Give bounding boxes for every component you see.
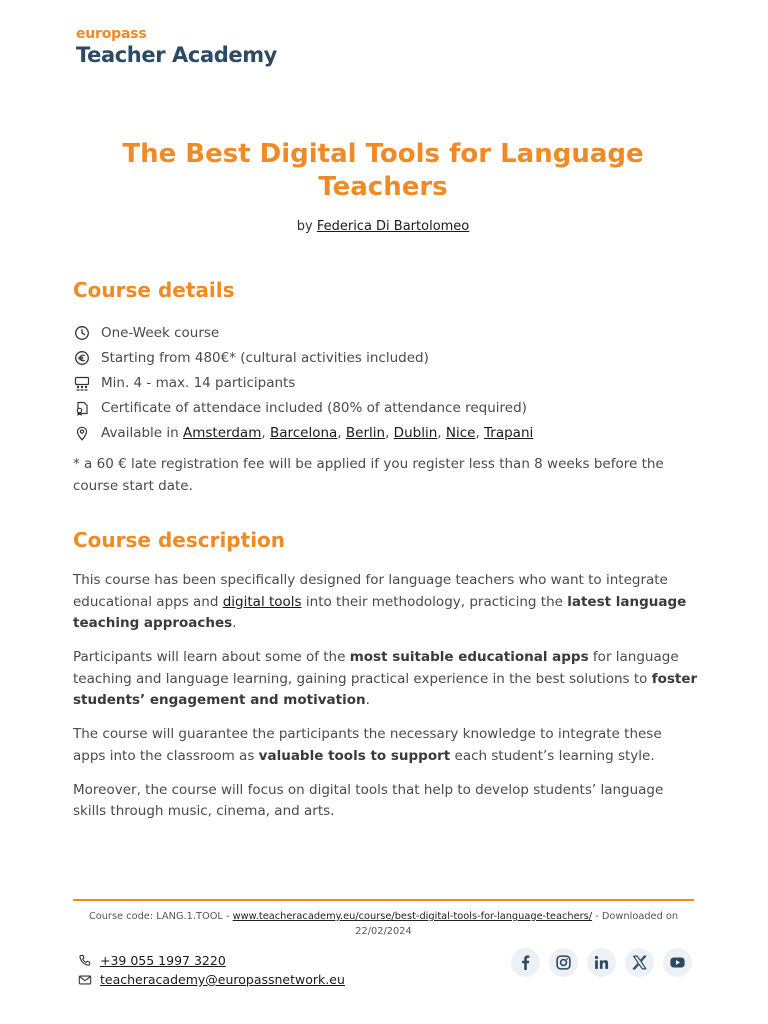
logo-europass: europass <box>76 26 147 42</box>
detail-locations: Available in Amsterdam , Barcelona , Berlin , Dublin , Nice , Trapani <box>73 420 703 445</box>
city-berlin[interactable]: Berlin <box>345 424 386 441</box>
course-code: Course code: LANG.1.TOOL - <box>88 911 233 922</box>
city-barcelona[interactable]: Barcelona <box>269 424 338 441</box>
euro-icon <box>73 349 91 367</box>
pin-icon <box>73 424 91 442</box>
detail-certificate <box>73 395 703 420</box>
late-fee-note: * a 60 € late registration fee will be applied if you register less than 8 weeks before the course start date. <box>73 456 664 494</box>
city-trapani[interactable]: Trapani <box>484 424 534 441</box>
byline-prefix: by <box>296 219 313 234</box>
instagram-icon <box>555 954 572 971</box>
desc-p1-text-c: . <box>232 615 237 631</box>
x-button[interactable] <box>625 948 654 977</box>
detail-participants <box>73 370 703 395</box>
desc-p2-text-a: Participants will learn about some of the <box>73 649 350 665</box>
phone-icon <box>78 954 92 968</box>
desc-paragraph-2 <box>73 647 698 712</box>
email-link[interactable]: teacheracademy@europassnetwork.eu <box>100 972 345 987</box>
logo[interactable] <box>76 26 277 68</box>
byline <box>73 219 693 234</box>
course-description-heading: Course description <box>73 528 286 552</box>
available-prefix: Available in <box>101 424 179 441</box>
course-details-list <box>73 320 703 445</box>
page-title: The Best Digital Tools for Language Teachers <box>122 139 644 202</box>
x-icon <box>631 954 648 971</box>
logo-teacher-academy: Teacher Academy <box>76 43 277 67</box>
desc-p2-text-c: . <box>365 692 370 708</box>
detail-price <box>73 345 703 370</box>
course-details-heading: Course details <box>73 278 235 302</box>
desc-p1-bold: latest language teaching approaches <box>73 593 687 631</box>
author-link[interactable]: Federica Di Bartolomeo <box>316 219 470 234</box>
contact-info <box>78 951 345 989</box>
desc-p3-text-b: each student’s learning style. <box>450 747 655 764</box>
email-row <box>78 970 345 989</box>
desc-p1-text-a: This course has been specifically designed for language teachers who want to integrate educational apps and <box>73 572 668 610</box>
detail-duration <box>73 320 703 345</box>
mail-icon <box>78 973 92 987</box>
desc-p2-bold-2: foster students’ engagement and motivation <box>73 670 698 708</box>
desc-p2-bold-1: most suitable educational apps <box>349 649 589 665</box>
detail-participants-text: Min. 4 - max. 14 participants <box>101 374 296 391</box>
digital-tools-link[interactable]: digital tools <box>222 593 302 610</box>
desc-p3-bold: valuable tools to support <box>258 747 451 764</box>
footer-course-code <box>73 909 694 939</box>
download-date: - Downloaded on 22/02/2024 <box>355 911 679 937</box>
youtube-button[interactable] <box>663 948 692 977</box>
youtube-icon <box>669 954 686 971</box>
clock-icon <box>73 324 91 342</box>
certificate-icon <box>73 399 91 417</box>
phone-link[interactable]: +39 055 1997 3220 <box>100 953 226 968</box>
detail-price-text: Starting from 480€* (cultural activities included) <box>101 349 429 366</box>
course-description-body <box>73 570 698 835</box>
facebook-icon <box>517 954 534 971</box>
city-dublin[interactable]: Dublin <box>393 424 438 441</box>
desc-paragraph-4: Moreover, the course will focus on digital tools that help to develop students’ language skills through music, cinema, and arts. <box>73 781 664 819</box>
city-nice[interactable]: Nice <box>445 424 476 441</box>
desc-p1-text-b: into their methodology, practicing the <box>301 593 568 610</box>
group-icon <box>73 374 91 392</box>
social-links <box>511 948 692 977</box>
desc-paragraph-1 <box>73 570 698 635</box>
detail-duration-text: One-Week course <box>101 324 220 341</box>
footer-divider <box>73 899 694 901</box>
course-url-link[interactable]: www.teacheracademy.eu/course/best-digital-tools-for-language-teachers/ <box>232 911 593 922</box>
city-amsterdam[interactable]: Amsterdam <box>183 424 262 441</box>
desc-paragraph-3 <box>73 724 698 767</box>
detail-certificate-text: Certificate of attendace included (80% of attendance required) <box>101 399 527 416</box>
linkedin-icon <box>593 954 610 971</box>
desc-p2-text-b: for language teaching and language learning, gaining practical experience in the best solutions to <box>73 649 679 687</box>
desc-p3-text-a: The course will guarantee the participants the necessary knowledge to integrate these apps into the classroom as <box>73 726 662 764</box>
instagram-button[interactable] <box>549 948 578 977</box>
linkedin-button[interactable] <box>587 948 616 977</box>
phone-row <box>78 951 345 970</box>
facebook-button[interactable] <box>511 948 540 977</box>
